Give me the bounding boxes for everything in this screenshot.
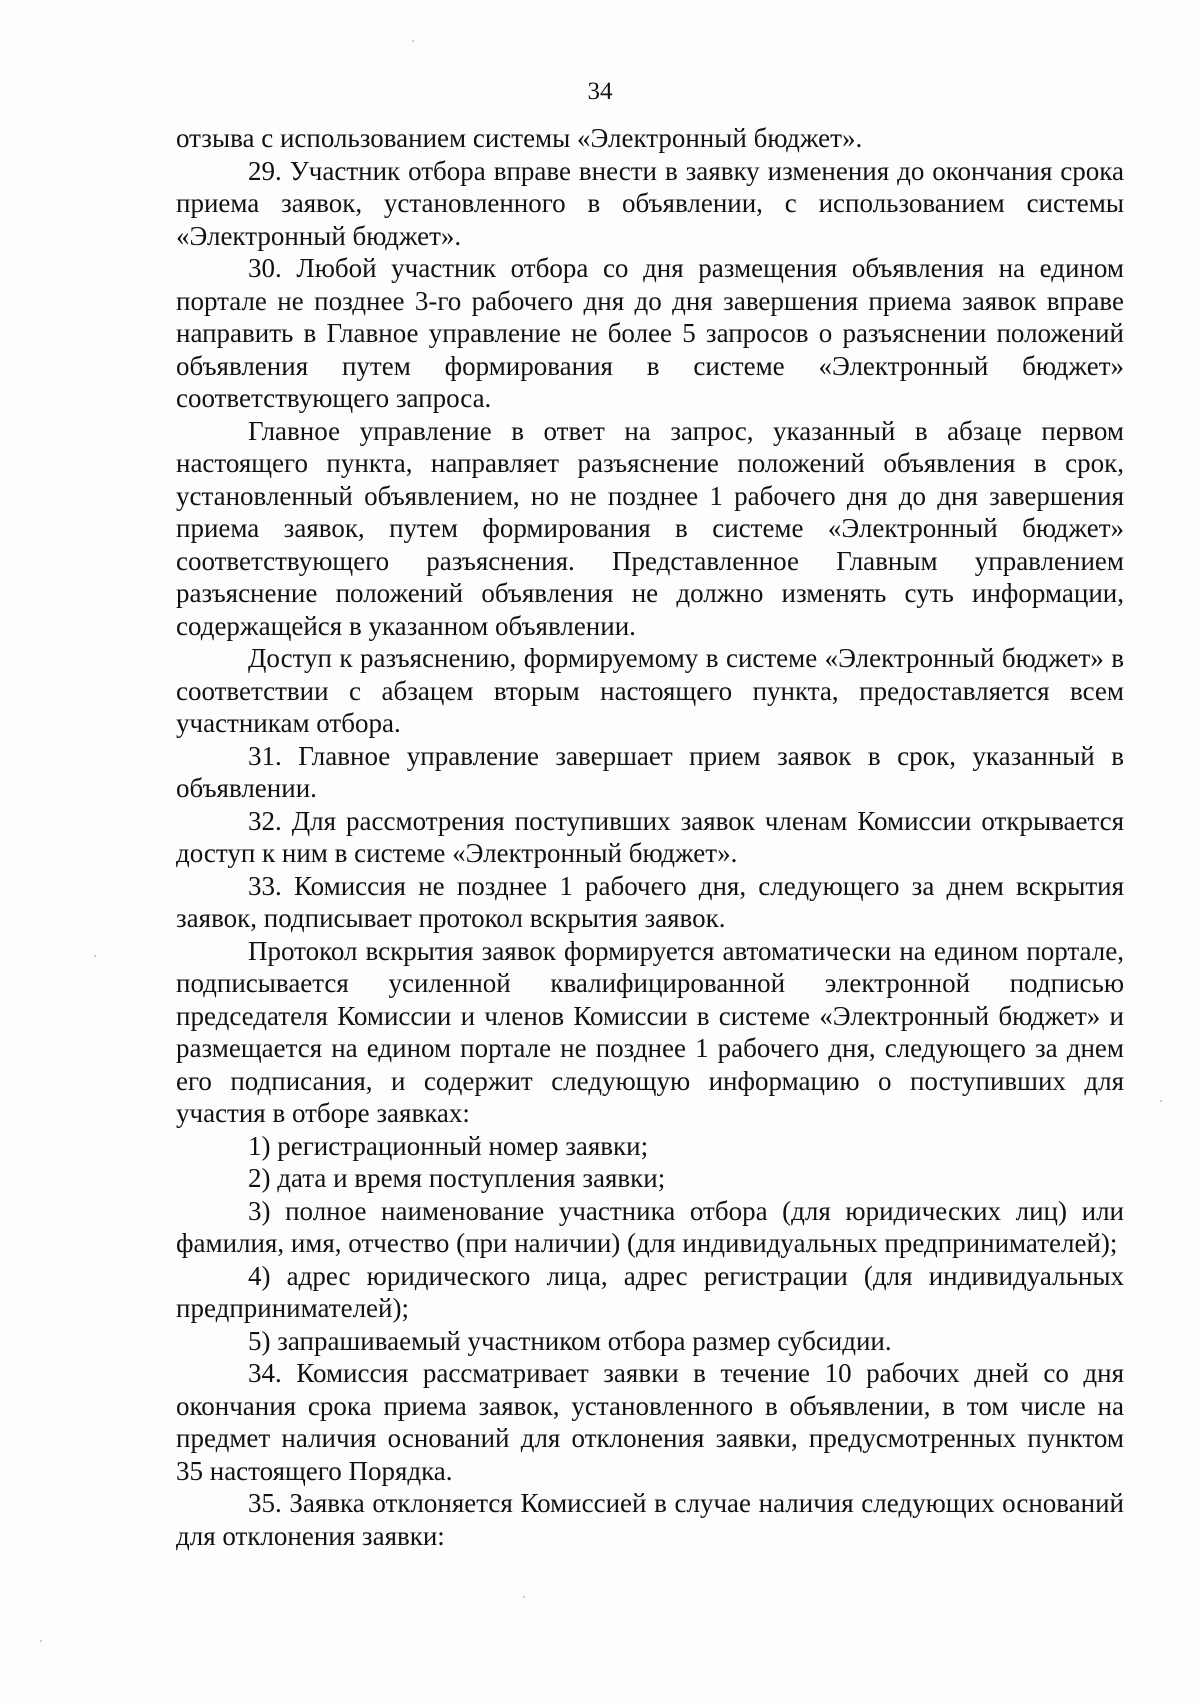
paragraph-item-33: 33. Комиссия не позднее 1 рабочего дня, следующего за днем вскрытия заявок, подписывает протокол вскрытия заявок.: [176, 870, 1124, 933]
scan-speck: [523, 1596, 525, 1598]
scan-speck: [40, 1640, 42, 1642]
paragraph-item-30-response: Главное управление в ответ на запрос, указанный в абзаце первом настоящего пункта, направляет разъяснение положений объявления в срок, установленный объявлением, но не позднее 1 рабочего дня до дня завершения приема заявок, путем формирования в системе «Электронный бюджет» соответствующего разъяснения. Представленное Главным управлением разъяснение положений объявления не должно изменять суть информации, содержащейся в указанном объявлении.: [176, 415, 1124, 641]
scan-speck: [94, 955, 96, 957]
list-item-4: 4) адрес юридического лица, адрес регистрации (для индивидуальных предпринимателей);: [176, 1260, 1124, 1323]
paragraph-item-31: 31. Главное управление завершает прием заявок в срок, указанный в объявлении.: [176, 740, 1124, 803]
list-item-1: 1) регистрационный номер заявки;: [248, 1130, 649, 1161]
paragraph-item-32: 32. Для рассмотрения поступивших заявок членам Комиссии открывается доступ к ним в системе «Электронный бюджет».: [176, 805, 1124, 868]
paragraph-continuation: отзыва с использованием системы «Электронный бюджет».: [176, 123, 863, 153]
document-body: [176, 122, 1124, 1552]
list-item-2: 2) дата и время поступления заявки;: [248, 1163, 666, 1193]
list-item-3: 3) полное наименование участника отбора (для юридических лиц) или фамилия, имя, отчество (при наличии) (для индивидуальных предпринимателей);: [176, 1195, 1124, 1258]
paragraph-item-33-protocol: Протокол вскрытия заявок формируется автоматически на едином портале, подписывается усиленной квалифицированной электронной подписью председателя Комиссии и членов Комиссии в системе «Электронный бюджет» и размещается на едином портале не позднее 1 рабочего дня, следующего за днем его подписания, и содержит следующую информацию о поступивших для участия в отборе заявках:: [176, 935, 1124, 1128]
paragraph-item-34: 34. Комиссия рассматривает заявки в течение 10 рабочих дней со дня окончания срока приема заявок, установленного в объявлении, в том числе на предмет наличия оснований для отклонения заявки, предусмотренных пунктом 35 настоящего Порядка.: [176, 1358, 1124, 1486]
paragraph-item-29: 29. Участник отбора вправе внести в заявку изменения до окончания срока приема заявок, установленного в объявлении, с использованием системы «Электронный бюджет».: [176, 155, 1124, 251]
paragraph-item-30: 30. Любой участник отбора со дня размещения объявления на едином портале не позднее 3-го рабочего дня до дня завершения приема заявок вправе направить в Главное управление не более 5 запросов о разъяснении положений объявления путем формирования в системе «Электронный бюджет» соответствующего запроса.: [176, 253, 1124, 413]
paragraph-item-30-access: Доступ к разъяснению, формируемому в системе «Электронный бюджет» в соответствии с абзацем вторым настоящего пункта, предоставляется всем участникам отбора.: [176, 643, 1124, 738]
paragraph-item-35: 35. Заявка отклоняется Комиссией в случае наличия следующих оснований для отклонения заявки:: [176, 1488, 1124, 1551]
list-item-5: 5) запрашиваемый участником отбора размер субсидии.: [248, 1325, 892, 1356]
scan-speck: [412, 40, 414, 42]
scan-speck: [1160, 1100, 1162, 1102]
page-number: 34: [587, 78, 613, 105]
